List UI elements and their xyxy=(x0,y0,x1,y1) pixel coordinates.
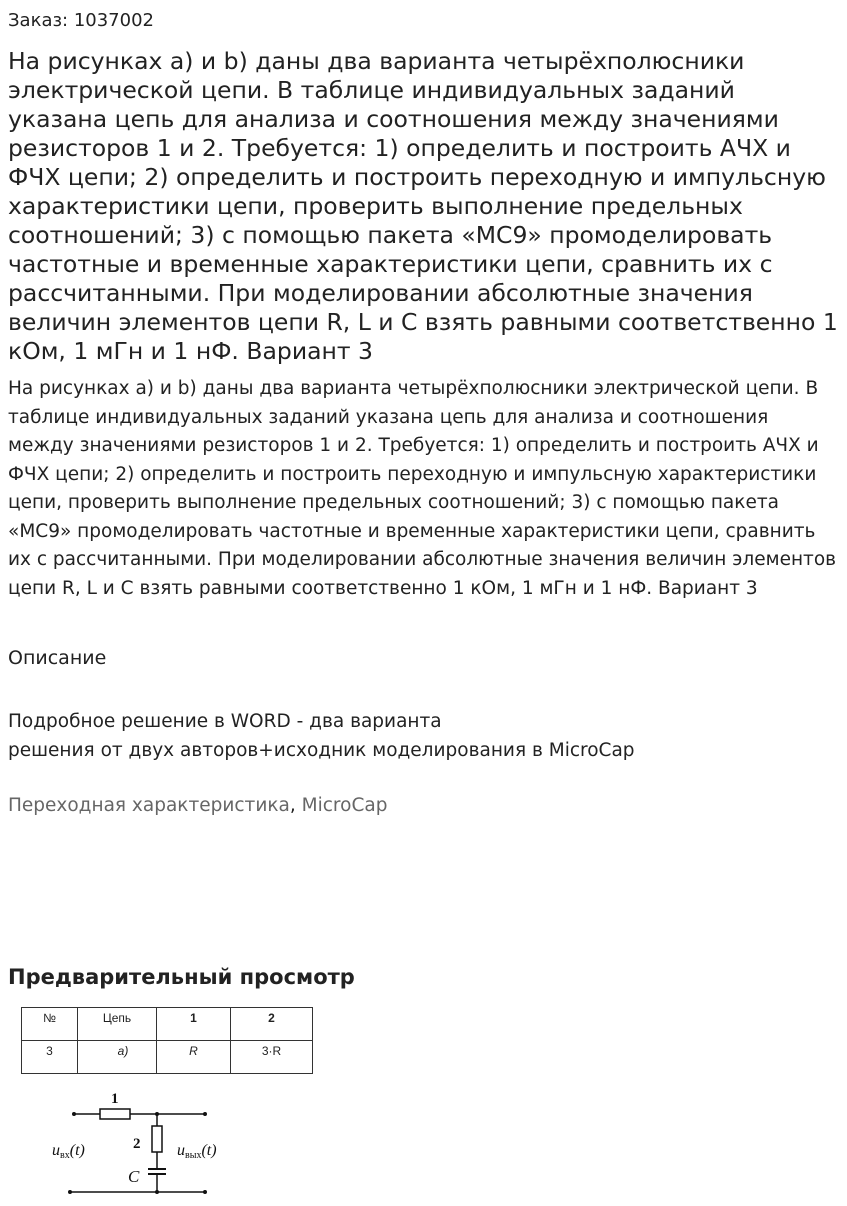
page-title: На рисунках а) и b) даны два варианта четырёхполюсники электрической цепи. В таблице индивидуальных заданий указана цепь для анализа и соотношения между значениями резисторов 1 и 2. Требуется: 1) определить и построить АЧХ и ФЧХ цепи; 2) определить и построить переходную и импульсную характеристики цепи, проверить выполнение предельных соотношений; 3) с помощью пакета «МС9» промоделировать частотные и временные характеристики цепи, сравнить их с рассчитанными. При моделировании абсолютные значения величин элементов цепи R, L и С взять равными соответственно 1 кОм, 1 мГн и 1 нФ. Вариант 3 xyxy=(8,47,838,365)
solution-details-line: Подробное решение в WORD - два варианта xyxy=(8,711,442,732)
description-section-label: Описание xyxy=(8,647,107,669)
table-cell: 3·R xyxy=(231,1041,313,1074)
preview-heading: Предварительный просмотр xyxy=(8,965,355,989)
capacitor-label: C xyxy=(128,1167,140,1186)
table-cell: R xyxy=(157,1041,231,1074)
table-header-cell: Цепь xyxy=(78,1008,157,1041)
output-terminal xyxy=(203,1190,207,1194)
variant-table xyxy=(21,1007,313,1074)
resistor-1 xyxy=(100,1109,130,1119)
resistor-2-label: 2 xyxy=(133,1136,141,1152)
input-voltage-label: uвх(t) xyxy=(52,1142,85,1161)
table-row xyxy=(22,1041,313,1074)
resistor-2 xyxy=(152,1126,162,1152)
order-number: Заказ: 1037002 xyxy=(8,10,154,31)
output-voltage-label: uвых(t) xyxy=(177,1142,217,1161)
table-cell: 3 xyxy=(22,1041,78,1074)
tag-link-microcap[interactable]: MicroCap xyxy=(301,795,388,816)
tag-link-transient-response[interactable]: Переходная характеристика xyxy=(8,795,290,816)
table-header-cell: № xyxy=(22,1008,78,1041)
table-header-cell: 1 xyxy=(157,1008,231,1041)
table-header-cell: 2 xyxy=(231,1008,313,1041)
resistor-1-label: 1 xyxy=(111,1091,119,1107)
input-terminal xyxy=(72,1112,76,1116)
table-header-row xyxy=(22,1008,313,1041)
solution-details-line: решения от двух авторов+исходник моделирования в MicroCap xyxy=(8,740,635,761)
task-description: На рисунках а) и b) даны два варианта четырёхполюсники электрической цепи. В таблице индивидуальных заданий указана цепь для анализа и соотношения между значениями резисторов 1 и 2. Требуется: 1) определить и построить АЧХ и ФЧХ цепи; 2) определить и построить переходную и импульсную характеристики цепи, проверить выполнение предельных соотношений; 3) с помощью пакета «МС9» промоделировать частотные и временные характеристики цепи, сравнить их с рассчитанными. При моделировании абсолютные значения величин элементов цепи R, L и С взять равными соответственно 1 кОм, 1 мГн и 1 нФ. Вариант 3 xyxy=(8,378,837,599)
input-terminal xyxy=(68,1190,72,1194)
tag-list xyxy=(8,794,387,818)
junction-node xyxy=(155,1190,159,1194)
table-cell: а) xyxy=(78,1041,157,1074)
solution-details xyxy=(8,707,635,765)
circuit-diagram xyxy=(40,1082,240,1200)
tag-separator: , xyxy=(289,795,296,816)
output-terminal xyxy=(203,1112,207,1116)
